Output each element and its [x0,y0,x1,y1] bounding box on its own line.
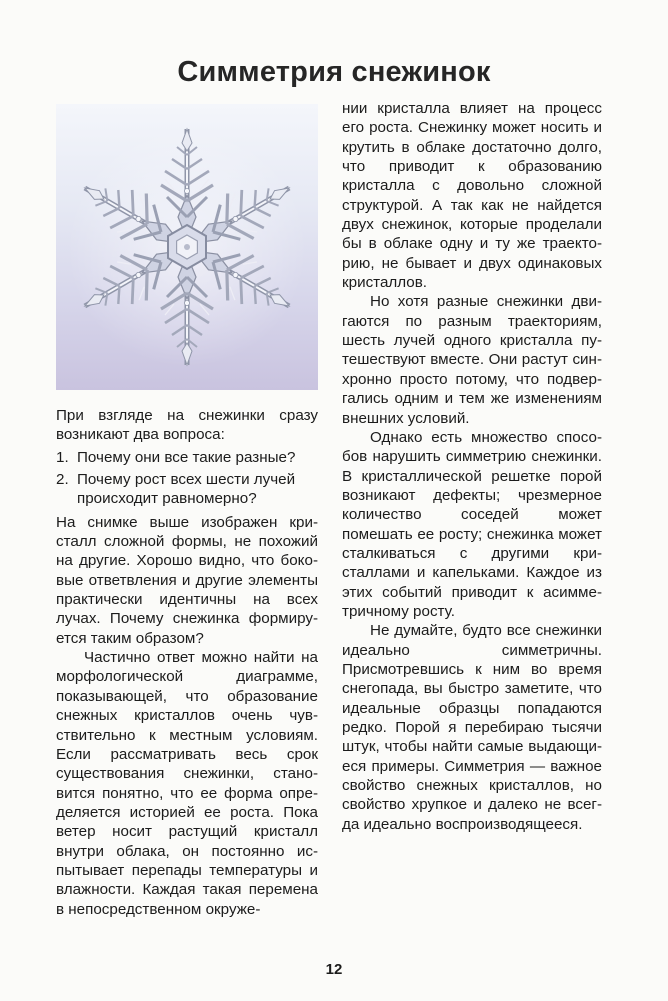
paragraph: Однако есть множество способов нарушить симметрию снежинки. В кристаллической решетке порой возникают дефекты; чрезмерное количество соседей может помешать ее росту; снежинка может сталкиваться с другими кристаллами и капельками. Каждое из этих событий приводит к асимметричному росту. [342,428,602,620]
snowflake-photo [56,104,318,390]
paragraph: Не думайте, будто все снежинки идеально симметричны. Присмотревшись к ним во время снегопада, вы быстро заметите, что идеальные образцы попадаются редко. Порой я перебираю тысячи штук, чтобы найти самые выдающиеся примеры. Симметрия — важное свойство снежных кристаллов, но свойство хрупкое и далеко не всегда идеально воспроизводящееся. [342,622,602,833]
list-number: 2. [56,471,69,489]
paragraph: Но хотя разные снежинки двигаются по разным траекториям, шесть лучей одного кристалла путешествуют вместе. Они растут синхронно просто потому, что подвергались одним и тем же изменениям внешних условий. [342,293,602,427]
list-text: Почему рост всех шести лучей происходит равномерно? [77,471,296,508]
page-number: 12 [325,961,343,978]
list-text: Почему они все такие разные? [77,448,296,466]
paragraph: Частично ответ можно найти на морфологической диаграмме, показывающей, что образование снежных кристаллов очень чувствительно к местным условиям. Если рассматривать весь срок существования снежинки, становится понятно, что ее форма определяется историей ее роста. Пока ветер носит растущий кристалл внутри облака, он постоянно испытывает перепады температуры и влажности. Каждая такая перемена в непосредственном окруже- [56,649,318,918]
snowflake-icon [56,104,318,390]
questions-list [56,448,318,509]
paragraph: нии кристалла влияет на процесс его роста. Снежинку может носить и крутить в облаке достаточно долго, что приводит к образованию кристалла с довольно сложной структурой. А так как не найдется двух снежинок, которые проделали бы в облаке одну и ту же траекторию, не бывает и двух одинаковых кристаллов. [342,100,602,292]
list-item [56,470,318,509]
paragraph: На снимке выше изображен кристалл сложной формы, не похожий на другие. Хорошо видно, что боковые ответвления и другие элементы практически идентичны на всех лучах. Почему снежинка формируется таким образом? [56,513,318,647]
page-title: Симметрия снежинок [177,56,491,88]
left-column [56,406,318,919]
list-item [56,448,318,467]
right-column [342,99,602,834]
intro-paragraph: При взгляде на снежинки сразу возникают два вопроса: [56,407,318,444]
list-number: 1. [56,448,69,466]
